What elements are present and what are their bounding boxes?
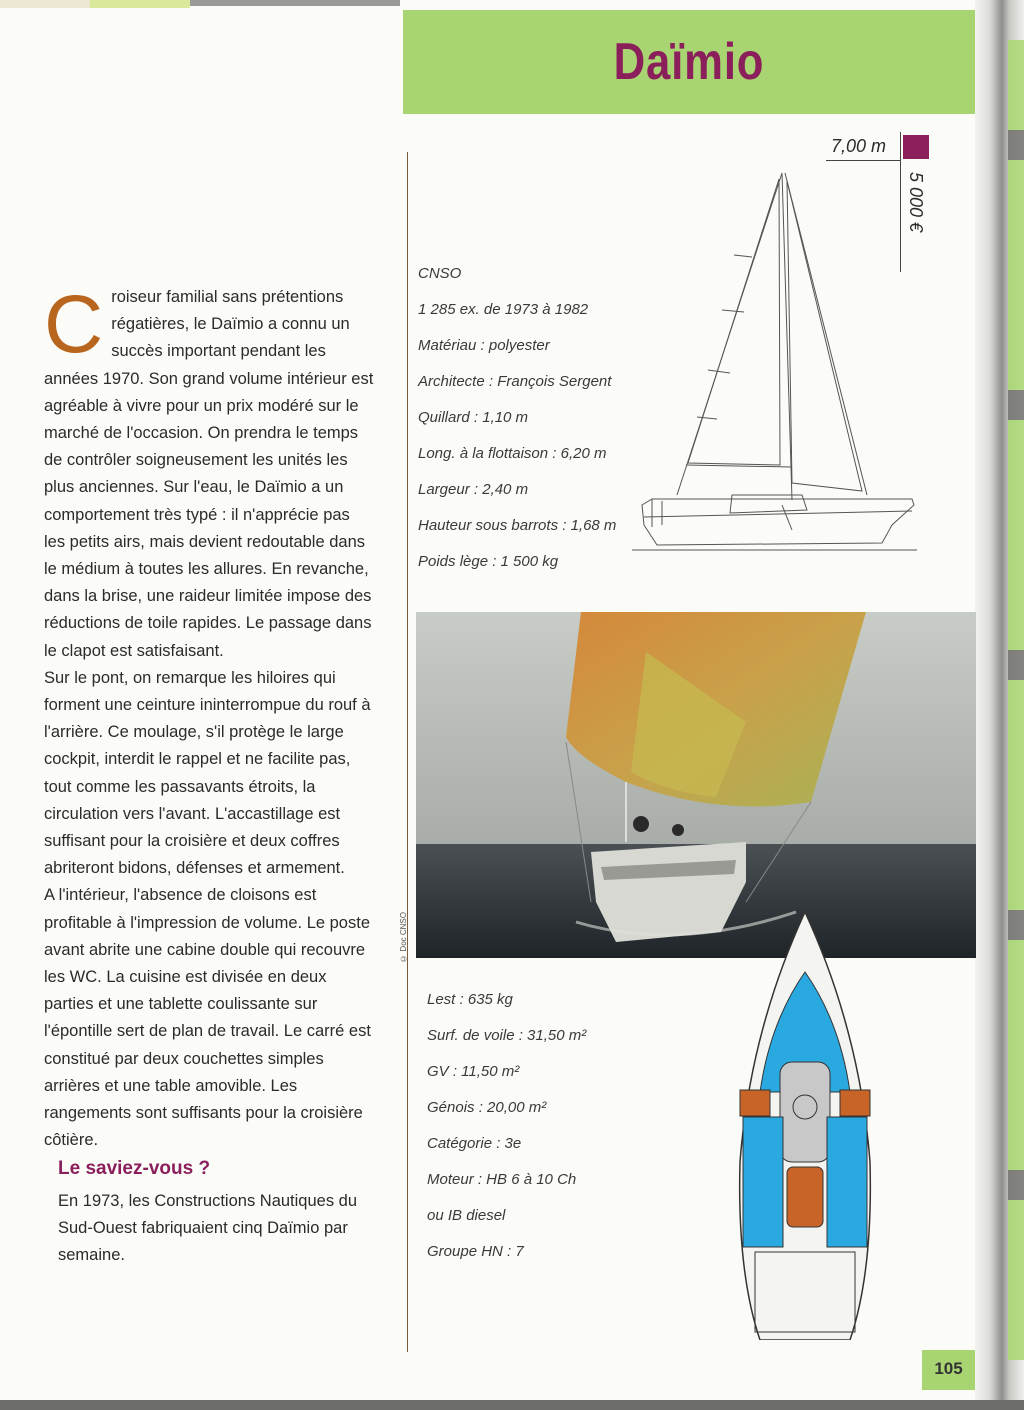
deck-plan-drawing: [735, 912, 875, 1340]
specs-bottom: [427, 982, 586, 1270]
title-band: [403, 10, 975, 114]
spec-weight: Poids lège : 1 500 kg: [418, 553, 559, 570]
size-rule-horizontal: [826, 160, 901, 161]
spec-waterline-length: Long. à la flottaison : 6,20 m: [418, 445, 607, 462]
page-edge-top: [0, 0, 90, 8]
category-swatch: [903, 135, 929, 159]
sidebar-note-title: Le saviez-vous ?: [58, 1158, 211, 1179]
photo-credit: © Doc CNSO: [399, 912, 408, 963]
spec-production: 1 285 ex. de 1973 à 1982: [418, 301, 589, 318]
spec-architect: Architecte : François Sergent: [418, 373, 612, 390]
page-edge-top-green: [90, 0, 190, 8]
body-paragraph: roiseur familial sans prétentions régatières, le Daïmio a connu un succès important pendant les années 1970. Son grand volume intérieur est agréable à vivre pour un prix modéré sur le marché de l'occasion. On prendra le temps de contrôler soigneusement les unités les plus anciennes. Sur l'eau, le Daïmio a un comportement très typé : il n'apprécie pas les petits airs, mais devient redoutable dans le médium à toutes les allures. En revanche, dans la brise, une raideur limitée impose des réductions de toile rapides. Le passage dans le clapot est satisfaisant.: [44, 288, 374, 660]
page-number: 105: [934, 1359, 963, 1378]
boat-length: 7,00 m: [831, 136, 887, 156]
sail-plan-drawing: [622, 165, 922, 560]
spec-material: Matériau : polyester: [418, 337, 550, 354]
page-number-box: [922, 1350, 975, 1390]
column-divider: [407, 152, 408, 1352]
page-edge-top-grey: [190, 0, 400, 6]
sidebar-note-text: En 1973, les Constructions Nautiques du Sud-Ouest fabriquaient cinq Daïmio par semaine.: [58, 1192, 358, 1264]
page-edge-right-tabs: [1008, 40, 1024, 1360]
boat-price: 5 000 €: [906, 172, 926, 233]
body-paragraph: A l'intérieur, l'absence de cloisons est profitable à l'impression de volume. Le poste avant abrite une cabine double qui recouvre les WC. La cuisine est divisée en deux parties et une tablette coulissante sur l'épontille sert de plan de travail. Le carré est constitué par deux couchettes simples arrières et une table amovible. Les rangements sont suffisants pour la croisière côtière.: [44, 886, 371, 1150]
spec-beam: Largeur : 2,40 m: [418, 481, 529, 498]
spec-genoa: Génois : 20,00 m²: [427, 1099, 547, 1116]
page-edge-bottom: [0, 1400, 1024, 1410]
spec-headroom: Hauteur sous barrots : 1,68 m: [418, 517, 617, 534]
drop-cap: C: [44, 279, 104, 370]
body-paragraph: Sur le pont, on remarque les hiloires qui forment une ceinture ininterrompue du rouf à l'arrière. Ce moulage, s'il protège le large cockpit, interdit le rappel et ne facilite pas, tout comme les passavants étroits, la circulation vers l'avant. L'accastillage est suffisant pour la croisière et deux coffres abriteront bidons, défenses et armement.: [44, 668, 371, 878]
spec-mainsail: GV : 11,50 m²: [427, 1063, 520, 1080]
specs-top: [418, 256, 616, 580]
article-body: [44, 279, 374, 1155]
boat-photo: [416, 612, 976, 958]
spec-keel: Quillard : 1,10 m: [418, 409, 529, 426]
spec-builder: CNSO: [418, 265, 462, 282]
page-title: Daïmio: [613, 33, 765, 91]
spec-engine: Moteur : HB 6 à 10 Ch: [427, 1171, 577, 1188]
spec-category: Catégorie : 3e: [427, 1135, 522, 1152]
spec-ballast: Lest : 635 kg: [427, 991, 513, 1008]
spec-sail-area: Surf. de voile : 31,50 m²: [427, 1027, 587, 1044]
spec-hn-group: Groupe HN : 7: [427, 1243, 524, 1260]
spec-engine-alt: ou IB diesel: [427, 1207, 506, 1224]
